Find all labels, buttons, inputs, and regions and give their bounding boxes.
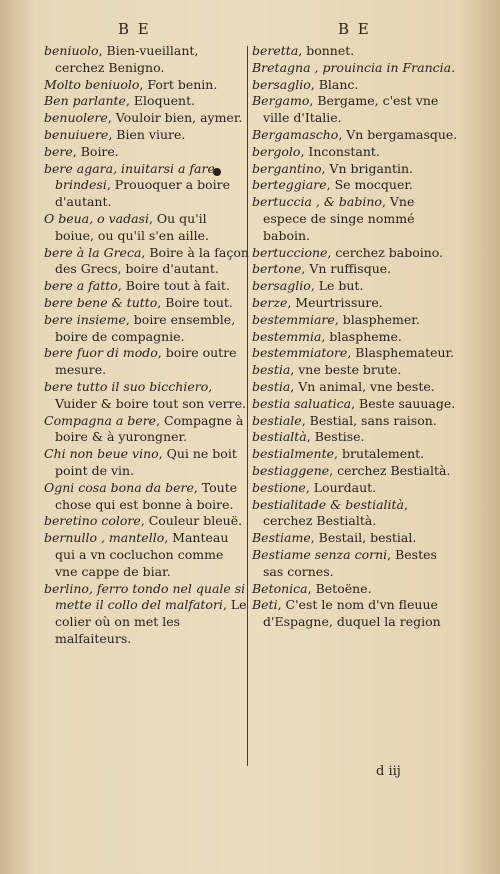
header-right: B E [338,20,371,38]
entry-definition: , Compagne à boire & à yurongner. [55,412,244,445]
entry-headword: bestione [252,479,306,495]
dictionary-entry [252,312,460,329]
entry-headword: O beua, o vadasi [44,210,149,226]
entry-definition: , bonnet. [298,43,355,58]
dictionary-entry [252,329,460,346]
entry-definition: , vne beste brute. [290,362,402,378]
entry-headword: bernullo , mantello [44,530,165,546]
dictionary-entry [252,547,460,581]
entry-definition: , Le but. [310,278,364,294]
signature-mark: d iij [376,764,401,779]
dictionary-entry [252,413,460,430]
entry-definition: , Betoëne. [307,580,372,596]
entry-definition: , Vn animal, vne beste. [290,378,435,394]
entry-definition: , Boire à la façon des Grecs, boire d'autant. [55,244,249,277]
entry-headword: bestialmente [252,446,335,462]
dictionary-entry [44,245,249,279]
entry-headword: Molto beniuolo [44,76,140,92]
entry-headword: bertuccia , & babino [252,194,382,210]
entry-headword: benuiuere [44,126,109,142]
entry-definition: , Couleur bleuë. [140,513,243,529]
entry-headword: bestia [252,362,291,378]
dictionary-entry [252,245,460,262]
dictionary-entry [252,345,460,362]
dictionary-entry [44,161,249,211]
entry-definition: , Inconstant. [300,143,380,159]
entry-headword: Bestiame [252,530,311,546]
entry-headword: benuolere [44,110,108,126]
entry-definition: , Bergame, c'est vne ville d'Italie. [263,93,439,126]
entry-headword: berze [252,294,288,310]
entry-definition: , Bestial, sans raison. [301,412,437,428]
entry-definition: , blasphemer. [334,311,420,327]
entry-headword: bere insieme [44,311,126,327]
entry-headword: bestialtà [252,429,307,445]
dictionary-entry [252,77,460,94]
entry-headword: bestialitade & bestialità [252,496,404,512]
entry-headword: bergantino [252,160,322,176]
entry-headword: bere à la Greca [44,244,142,260]
entry-definition: , Boire. [72,143,119,159]
entry-headword: bere [44,143,73,159]
entry-definition: , Le colier où on met les malfaiteurs. [55,597,247,646]
entry-definition: , Bien viure. [108,126,186,142]
running-header [0,20,500,40]
dictionary-entry [44,77,249,94]
dictionary-entry [44,312,249,346]
entry-headword: bestemmiare [252,311,335,327]
dictionary-entry [44,110,249,127]
entry-definition: , Vuider & boire tout son verre. [55,378,246,411]
dictionary-entry [252,446,460,463]
entry-headword: bestia [252,378,291,394]
entry-definition: , Se mocquer. [326,177,413,193]
entry-headword: Beti [252,597,278,613]
entry-definition: , blaspheme. [321,328,402,344]
dictionary-entry [252,278,460,295]
entry-definition: , Vne espece de singe nommé baboin. [263,194,415,243]
entry-headword: Ogni cosa bona da bere [44,479,194,495]
entry-headword: bere tutto il suo bicchiero [44,378,209,394]
entry-headword: Bretagna , prouincia in Francia [252,59,452,75]
entry-headword: Compagna a bere [44,412,157,428]
entry-definition: , cerchez baboino. [327,244,444,260]
dictionary-entry [252,463,460,480]
dictionary-entry [252,261,460,278]
entry-definition: , Eloquent. [125,93,196,109]
dictionary-entry [252,379,460,396]
entry-definition: , Bestes sas cornes. [263,546,437,579]
entry-definition: , Prouoquer a boire d'autant. [55,177,231,210]
dictionary-entry [252,429,460,446]
entry-definition: , boire ensemble, boire de compagnie. [55,311,236,344]
dictionary-entry [252,177,460,194]
entry-headword: bestiale [252,412,302,428]
entry-definition: , Vouloir bien, aymer. [107,110,243,126]
dictionary-entry [252,194,460,244]
entry-definition: , brutalement. [334,446,425,462]
right-column [252,43,460,631]
entry-headword: bersaglio [252,278,311,294]
entry-definition: , Bestise. [306,429,365,445]
entry-definition: , Toute chose qui est bonne à boire. [55,479,238,512]
entry-definition: , Blasphemateur. [347,345,455,361]
entry-headword: bestia saluatica [252,395,352,411]
dictionary-entry [44,581,249,648]
entry-headword: bestiaggene [252,462,330,478]
dictionary-entry [252,144,460,161]
entry-definition: , cerchez Bestialtà. [263,496,408,529]
dictionary-entry [44,513,249,530]
dictionary-entry [44,43,249,77]
dictionary-entry [252,93,460,127]
entry-headword: bertuccione [252,244,328,260]
entry-headword: Ben parlante [44,93,126,109]
entry-headword: berteggiare [252,177,327,193]
entry-headword: beretino colore [44,513,141,529]
entry-definition: , Vn ruffisque. [301,261,392,277]
dictionary-entry [252,127,460,144]
header-left: B E [118,20,151,38]
entry-definition: , Bien-vueillant, cerchez Benigno. [55,43,199,75]
entry-headword: Bergamascho [252,126,339,142]
dictionary-entry [44,413,249,447]
dictionary-entry [252,43,460,60]
dictionary-entry [44,295,249,312]
entry-definition: . [451,59,456,75]
entry-definition: , Meurtrissure. [287,294,383,310]
dictionary-entry [44,530,249,580]
entry-headword: beretta [252,43,299,58]
entry-definition: , Lourdaut. [305,479,377,495]
dictionary-entry [44,446,249,480]
entry-headword: Betonica [252,580,308,596]
entry-headword: bere bene & tutto [44,294,158,310]
entry-definition: , Boire tout. [157,294,233,310]
entry-definition: , Vn brigantin. [321,160,414,176]
entry-headword: bersaglio [252,76,311,92]
dictionary-entry [252,530,460,547]
entry-definition: , Bestail, bestial. [310,530,417,546]
entry-definition: , Boire tout à fait. [117,278,230,294]
entry-definition: , Blanc. [310,76,359,92]
entry-definition: , Vn bergamasque. [338,126,458,142]
entry-headword: Chi non beue vino [44,446,159,462]
entry-headword: bere fuor di modo [44,345,158,361]
dictionary-entry [44,345,249,379]
entry-headword: Bestiame senza corni [252,546,388,562]
dictionary-entry [252,60,460,77]
entry-headword: bere a fatto [44,278,118,294]
entry-definition: , Qui ne boit point de vin. [55,446,237,478]
dictionary-entry [44,127,249,144]
entry-headword: berlino, ferro tondo nel quale si mette il collo del malfatori [44,580,246,613]
dictionary-entry [44,211,249,245]
entry-definition: , Fort benin. [139,76,218,92]
dictionary-entry [252,497,460,531]
entry-definition: , Ou qu'il boiue, ou qu'il s'en aille. [55,210,210,243]
entry-headword: beniuolo [44,43,99,58]
dictionary-entry [252,581,460,598]
left-column [44,43,249,648]
entry-definition: , C'est le nom d'vn fleuue d'Espagne, duquel la region [263,597,441,630]
entry-headword: bestemmiatore [252,345,348,361]
entry-definition: , cerchez Bestialtà. [329,462,451,478]
dictionary-entry [252,480,460,497]
entry-headword: Bergamo [252,93,310,109]
entry-headword: bere agara, inuitarsi a fare brindesi [44,160,215,193]
dictionary-entry [252,295,460,312]
entry-definition: , Manteau qui a vn cocluchon comme vne cappe de biar. [55,530,229,579]
dictionary-entry [44,379,249,413]
entry-definition: , Beste sauuage. [351,395,456,411]
dictionary-entry [252,161,460,178]
entry-headword: bergolo [252,143,301,159]
entry-headword: bestemmia [252,328,322,344]
dictionary-entry [44,278,249,295]
dictionary-entry [252,362,460,379]
dictionary-entry [252,396,460,413]
entry-headword: bertone [252,261,302,277]
dictionary-entry [44,480,249,514]
dictionary-entry [44,93,249,110]
entry-definition: , boire outre mesure. [55,345,237,378]
dictionary-entry [44,144,249,161]
dictionary-entry [252,597,460,631]
